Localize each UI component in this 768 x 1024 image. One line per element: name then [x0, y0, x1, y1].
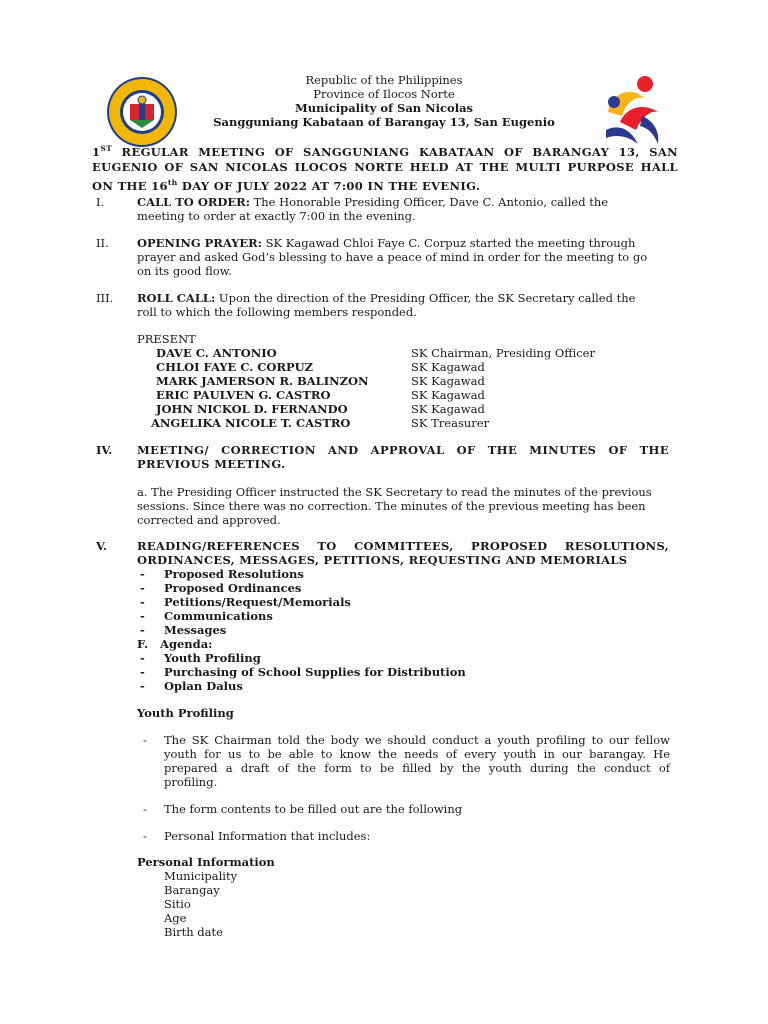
section-number: IV.: [96, 443, 113, 457]
list-item: Sitio: [164, 897, 191, 911]
section-number: II.: [96, 236, 109, 250]
call-to-order-text: CALL TO ORDER: The Honorable Presiding Officer, Dave C. Antonio, called the meeting to order at exactly 7:00 in the evening.: [137, 195, 609, 223]
member-role: SK Treasurer: [411, 416, 490, 430]
agenda-label: F. Agenda:: [137, 637, 213, 651]
dash: -: [143, 829, 147, 843]
list-item: Proposed Ordinances: [164, 581, 302, 595]
list-item: Birth date: [164, 925, 223, 939]
present-label: PRESENT: [137, 332, 196, 346]
list-item: Oplan Dalus: [164, 679, 243, 693]
member-role: SK Kagawad: [411, 360, 485, 374]
list-item: Communications: [164, 609, 273, 623]
dash: -: [140, 665, 145, 679]
header-republic: Republic of the Philippines: [305, 73, 463, 87]
list-item: Age: [164, 911, 187, 925]
member-role: SK Kagawad: [411, 374, 485, 388]
header-municipality: Municipality of San Nicolas: [294, 101, 473, 115]
form-contents-text: The form contents to be filled out are the following: [164, 802, 463, 816]
dash: -: [140, 609, 145, 623]
opening-prayer-text: OPENING PRAYER: SK Kagawad Chloi Faye C. Corpuz started the meeting through prayer and asked God’s blessing to have a peace of mind in order for the meeting to go on its good flow.: [137, 236, 648, 278]
list-item: Purchasing of School Supplies for Distribution: [164, 665, 466, 679]
meeting-title: 1ST REGULAR MEETING OF SANGGUNIANG KABATAAN OF BARANGAY 13, SAN EUGENIO OF SAN NICOLAS ILOCOS NORTE HELD AT THE MULTI PURPOSE HALL ON THE 16th DAY OF JULY 2022 AT 7:00 IN THE EVENIG.: [92, 144, 678, 193]
member-name: CHLOI FAYE C. CORPUZ: [156, 360, 314, 374]
section-number: III.: [96, 291, 114, 305]
header-province: Province of Ilocos Norte: [313, 87, 455, 101]
member-role: SK Chairman, Presiding Officer: [411, 346, 595, 360]
list-item: Proposed Resolutions: [164, 567, 304, 581]
roll-call-text: ROLL CALL: Upon the direction of the Presiding Officer, the SK Secretary called the roll to which the following members responded.: [137, 291, 636, 319]
section-number: V.: [96, 539, 107, 553]
member-role: SK Kagawad: [411, 402, 485, 416]
dash: -: [140, 581, 145, 595]
member-name: ERIC PAULVEN G. CASTRO: [156, 388, 331, 402]
agenda-list: [140, 651, 466, 693]
member-name: MARK JAMERSON R. BALINZON: [156, 374, 369, 388]
dash: -: [140, 679, 145, 693]
minutes-heading: MEETING/ CORRECTION AND APPROVAL OF THE MINUTES OF THE PREVIOUS MEETING.: [137, 443, 669, 471]
member-name: DAVE C. ANTONIO: [156, 346, 277, 360]
list-item: Petitions/Request/Memorials: [164, 595, 351, 609]
member-role: SK Kagawad: [411, 388, 485, 402]
dash: -: [140, 595, 145, 609]
dash: -: [140, 623, 145, 637]
personal-info-list: [164, 869, 237, 939]
list-item: Youth Profiling: [164, 651, 261, 665]
list-item: Messages: [164, 623, 227, 637]
youth-profiling-heading: Youth Profiling: [137, 706, 234, 720]
member-name: ANGELIKA NICOLE T. CASTRO: [151, 416, 351, 430]
section-number: I.: [96, 195, 105, 209]
dash: -: [143, 733, 147, 747]
personal-info-intro: Personal Information that includes:: [164, 829, 371, 843]
dash: -: [143, 802, 147, 816]
header-sk-barangay: Sangguniang Kabataan of Barangay 13, San Eugenio: [213, 115, 555, 129]
youth-profiling-paragraph: The SK Chairman told the body we should conduct a youth profiling to our fellow youth for us to be able to know the needs of every youth in our barangay. He prepared a draft of the form to be filled by the youth during the conduct of profiling.: [164, 733, 670, 789]
list-item: Barangay: [164, 883, 220, 897]
member-name: JOHN NICKOL D. FERNANDO: [156, 402, 348, 416]
personal-info-heading: Personal Information: [137, 855, 275, 869]
dash: -: [140, 567, 145, 581]
list-item: Municipality: [164, 869, 238, 883]
dash: -: [140, 651, 145, 665]
minutes-text: a. The Presiding Officer instructed the SK Secretary to read the minutes of the previous sessions. Since there was no correction. The minutes of the previous meeting has been corrected and approved.: [137, 485, 652, 527]
references-heading: READING/REFERENCES TO COMMITTEES, PROPOSED RESOLUTIONS, ORDINANCES, MESSAGES, PETITIONS, REQUESTING AND MEMORIALS: [137, 539, 669, 567]
references-list: [140, 567, 351, 637]
